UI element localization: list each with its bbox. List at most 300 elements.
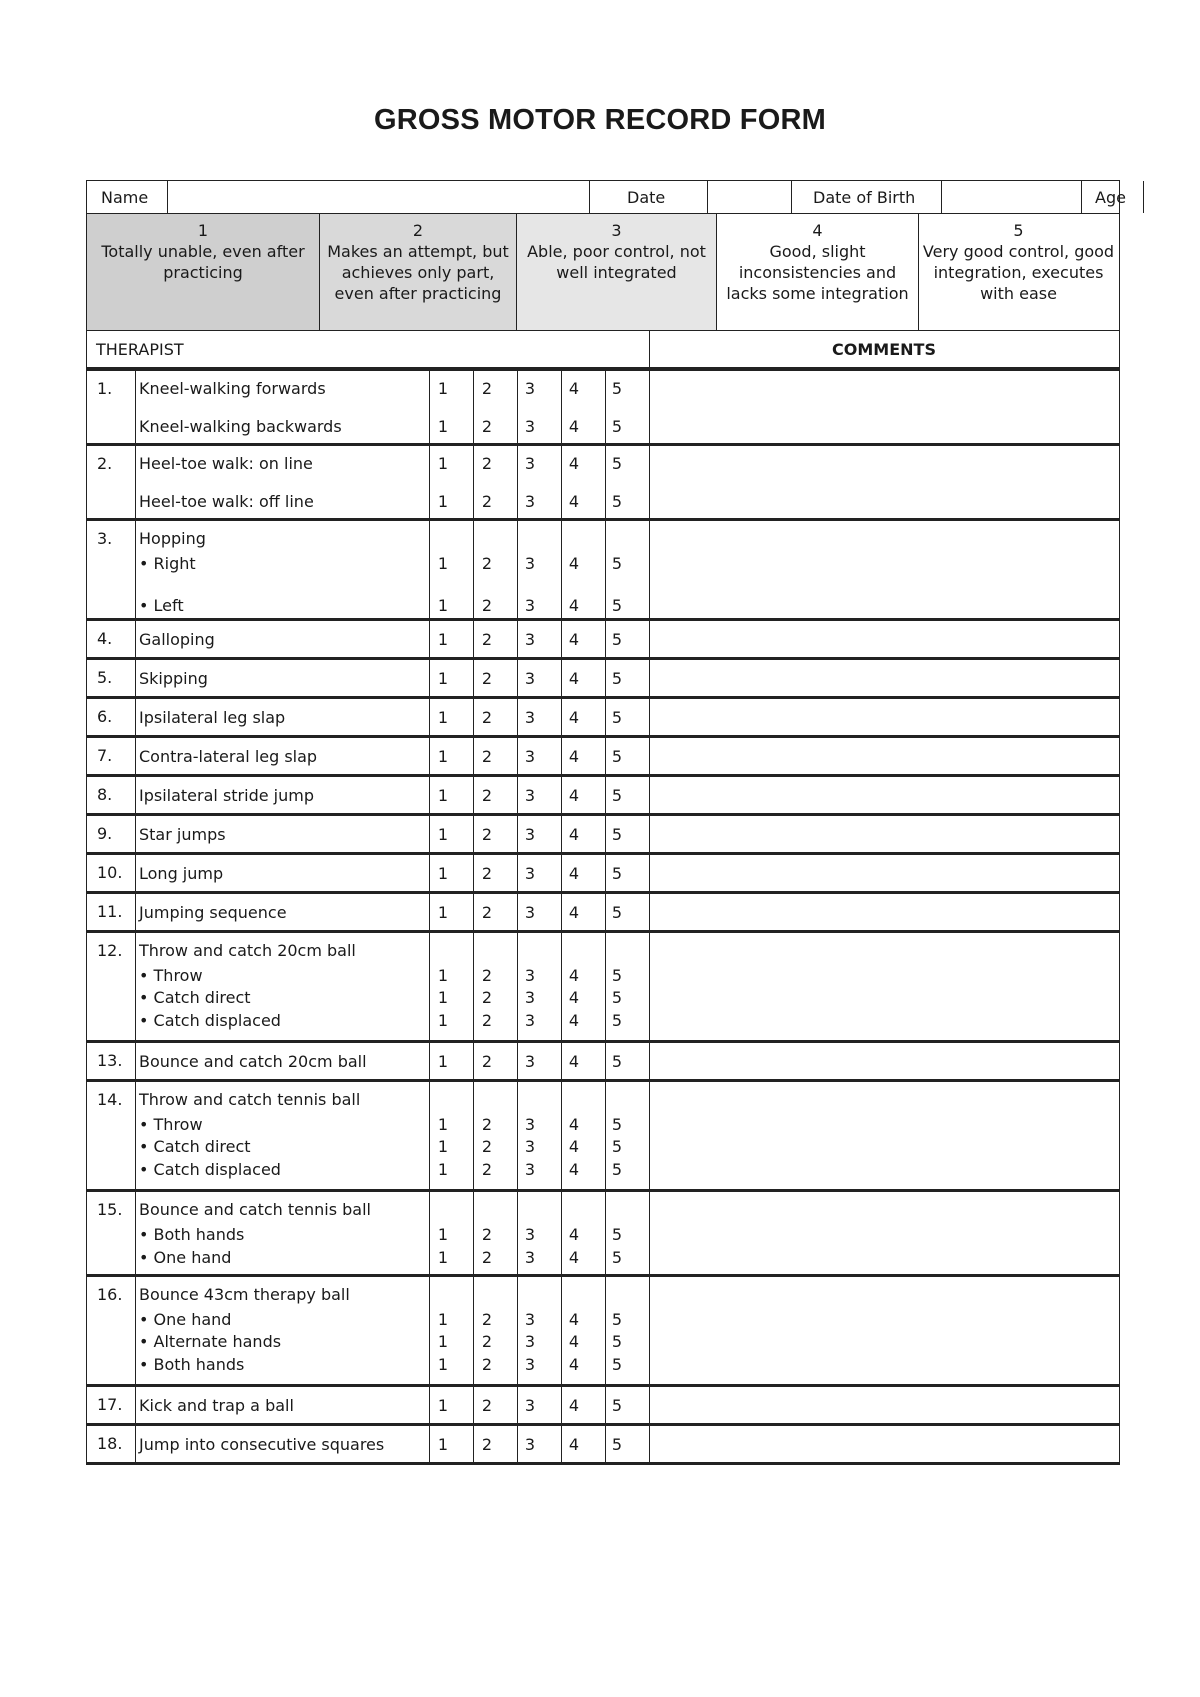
date-field[interactable] [713,185,789,211]
item-sub-label: • One hand [139,1248,232,1267]
item-number: 2. [97,454,113,473]
score-option-4[interactable]: 4 [568,708,580,727]
column-divider [429,1082,430,1189]
score-option-2[interactable]: 2 [481,1011,493,1030]
score-option-2[interactable]: 2 [481,1355,493,1374]
score-option-3[interactable]: 3 [524,596,536,615]
column-divider [473,1426,474,1462]
column-divider [517,621,518,657]
score-option-5[interactable]: 5 [611,864,623,883]
item-label: Throw and catch tennis ball [139,1090,361,1109]
column-divider [649,699,650,735]
score-option-4[interactable]: 4 [568,1435,580,1454]
column-divider [605,738,606,774]
score-option-1[interactable]: 1 [437,1310,449,1329]
divider [941,181,942,213]
score-option-2[interactable]: 2 [481,417,493,436]
score-option-2[interactable]: 2 [481,596,493,615]
comment-field[interactable] [653,374,1115,440]
score-option-5[interactable]: 5 [611,417,623,436]
score-option-3[interactable]: 3 [524,708,536,727]
score-option-1[interactable]: 1 [437,786,449,805]
divider [1081,181,1082,213]
score-option-5[interactable]: 5 [611,1160,623,1179]
column-divider [605,446,606,518]
score-option-3[interactable]: 3 [524,1435,536,1454]
score-option-1[interactable]: 1 [437,669,449,688]
scale-cell-4 [717,214,919,330]
item-label: Galloping [139,630,215,649]
score-option-3[interactable]: 3 [524,864,536,883]
score-option-2[interactable]: 2 [481,1248,493,1267]
column-divider [605,777,606,813]
score-option-1[interactable]: 1 [437,966,449,985]
column-divider [473,521,474,618]
score-option-2[interactable]: 2 [481,454,493,473]
comment-field[interactable] [653,624,1115,654]
name-field[interactable] [173,185,587,211]
column-divider [429,1387,430,1423]
score-option-5[interactable]: 5 [611,1052,623,1071]
score-option-3[interactable]: 3 [524,1115,536,1134]
column-divider [429,660,430,696]
score-option-3[interactable]: 3 [524,747,536,766]
item-row [86,371,1120,446]
scale-number: 3 [611,221,622,240]
score-option-1[interactable]: 1 [437,1248,449,1267]
score-option-2[interactable]: 2 [481,1115,493,1134]
comment-field[interactable] [653,936,1115,1037]
score-option-1[interactable]: 1 [437,554,449,573]
items-table [86,368,1120,1465]
scale-description: Able, poor control, not well integrated [527,242,706,282]
column-divider [517,1043,518,1079]
score-option-3[interactable]: 3 [524,966,536,985]
item-label: Ipsilateral leg slap [139,708,286,727]
item-sub-label: Kneel-walking backwards [139,417,342,436]
item-label: Bounce and catch 20cm ball [139,1052,367,1071]
item-sub-label: • Left [139,596,184,615]
score-option-5[interactable]: 5 [611,1396,623,1415]
score-option-4[interactable]: 4 [568,669,580,688]
item-row [86,521,1120,621]
column-divider [561,621,562,657]
score-option-3[interactable]: 3 [524,1248,536,1267]
item-number: 5. [97,668,113,687]
item-sub-label: • Alternate hands [139,1332,282,1351]
item-row [86,1277,1120,1387]
column-divider [561,894,562,930]
comment-field[interactable] [653,1046,1115,1076]
score-option-1[interactable]: 1 [437,903,449,922]
score-option-2[interactable]: 2 [481,988,493,1007]
item-row [86,894,1120,933]
column-divider [517,1426,518,1462]
score-option-3[interactable]: 3 [524,1137,536,1156]
column-divider [135,371,136,443]
score-option-1[interactable]: 1 [437,988,449,1007]
column-divider [473,446,474,518]
score-option-5[interactable]: 5 [611,1435,623,1454]
scale-cell-3 [517,214,717,330]
column-divider [561,816,562,852]
therapist-comments-bar [86,331,1120,368]
column-divider [429,446,430,518]
score-option-1[interactable]: 1 [437,1355,449,1374]
column-divider [605,1043,606,1079]
header-row [86,180,1126,214]
score-option-1[interactable]: 1 [437,596,449,615]
score-option-5[interactable]: 5 [611,708,623,727]
column-divider [561,1387,562,1423]
score-option-1[interactable]: 1 [437,1137,449,1156]
score-option-3[interactable]: 3 [524,1310,536,1329]
score-option-5[interactable]: 5 [611,966,623,985]
score-option-1[interactable]: 1 [437,1435,449,1454]
comment-field[interactable] [653,819,1115,849]
column-divider [561,933,562,1040]
scale-cell-5 [919,214,1118,330]
score-option-4[interactable]: 4 [568,1332,580,1351]
score-option-3[interactable]: 3 [524,669,536,688]
column-divider [517,777,518,813]
score-option-5[interactable]: 5 [611,596,623,615]
item-number: 1. [97,379,113,398]
item-sub-label: • Catch direct [139,1137,251,1156]
form-title: GROSS MOTOR RECORD FORM [374,104,826,136]
comment-field[interactable] [653,663,1115,693]
item-number: 6. [97,707,113,726]
item-row [86,1192,1120,1277]
score-option-3[interactable]: 3 [524,1160,536,1179]
item-sub-label: • Throw [139,966,203,985]
column-divider [429,699,430,735]
column-divider [605,1426,606,1462]
column-divider [561,521,562,618]
column-divider [135,1082,136,1189]
score-option-5[interactable]: 5 [611,747,623,766]
scale-description: Totally unable, even after practicing [101,242,305,282]
column-divider [473,1043,474,1079]
score-option-1[interactable]: 1 [437,1396,449,1415]
score-option-5[interactable]: 5 [611,1225,623,1244]
score-option-1[interactable]: 1 [437,1160,449,1179]
score-option-3[interactable]: 3 [524,454,536,473]
score-option-2[interactable]: 2 [481,1310,493,1329]
score-option-2[interactable]: 2 [481,492,493,511]
score-option-4[interactable]: 4 [568,903,580,922]
column-divider [649,933,650,1040]
score-option-5[interactable]: 5 [611,825,623,844]
scale-description: Very good control, good integration, executes with ease [922,242,1115,303]
score-option-1[interactable]: 1 [437,630,449,649]
score-option-3[interactable]: 3 [524,1355,536,1374]
column-divider [517,699,518,735]
score-option-5[interactable]: 5 [611,554,623,573]
item-sub-label: • Right [139,554,196,573]
score-option-4[interactable]: 4 [568,1396,580,1415]
item-label: Kneel-walking forwards [139,379,326,398]
scale-number: 5 [1013,221,1024,240]
column-divider [517,1082,518,1189]
column-divider [135,855,136,891]
item-number: 7. [97,746,113,765]
scale-number: 2 [412,221,424,240]
comment-field[interactable] [653,524,1115,615]
score-option-3[interactable]: 3 [524,1332,536,1351]
column-divider [135,446,136,518]
score-option-3[interactable]: 3 [524,1225,536,1244]
column-divider [473,1277,474,1384]
score-option-1[interactable]: 1 [437,864,449,883]
score-option-5[interactable]: 5 [611,1137,623,1156]
item-label: Bounce and catch tennis ball [139,1200,371,1219]
score-option-5[interactable]: 5 [611,903,623,922]
item-number: 14. [97,1090,123,1109]
score-option-5[interactable]: 5 [611,669,623,688]
comment-field[interactable] [653,780,1115,810]
item-number: 10. [97,863,123,882]
score-option-5[interactable]: 5 [611,786,623,805]
score-option-2[interactable]: 2 [481,825,493,844]
column-divider [649,1426,650,1462]
score-option-2[interactable]: 2 [481,379,493,398]
column-divider [473,738,474,774]
score-option-3[interactable]: 3 [524,903,536,922]
item-number: 15. [97,1200,123,1219]
scale-description: Good, slight inconsistencies and lacks some integration [726,242,909,303]
column-divider [649,855,650,891]
column-divider [605,1387,606,1423]
score-option-3[interactable]: 3 [524,1011,536,1030]
score-option-1[interactable]: 1 [437,1115,449,1134]
item-label: Star jumps [139,825,226,844]
column-divider [429,894,430,930]
column-divider [135,816,136,852]
score-option-4[interactable]: 4 [568,786,580,805]
column-divider [517,855,518,891]
comment-field[interactable] [653,1390,1115,1420]
score-option-5[interactable]: 5 [611,988,623,1007]
item-sub-label: • One hand [139,1310,232,1329]
item-row [86,446,1120,521]
score-option-4[interactable]: 4 [568,1137,580,1156]
score-option-5[interactable]: 5 [611,1355,623,1374]
score-option-4[interactable]: 4 [568,596,580,615]
column-divider [135,660,136,696]
score-option-1[interactable]: 1 [437,708,449,727]
score-option-4[interactable]: 4 [568,1011,580,1030]
score-option-4[interactable]: 4 [568,747,580,766]
score-option-3[interactable]: 3 [524,630,536,649]
date-label: Date [627,188,666,207]
score-option-5[interactable]: 5 [611,1011,623,1030]
score-option-3[interactable]: 3 [524,786,536,805]
score-option-2[interactable]: 2 [481,554,493,573]
score-option-3[interactable]: 3 [524,1052,536,1071]
column-divider [429,621,430,657]
score-option-3[interactable]: 3 [524,492,536,511]
score-option-4[interactable]: 4 [568,1115,580,1134]
column-divider [605,1277,606,1384]
score-option-2[interactable]: 2 [481,1052,493,1071]
score-option-2[interactable]: 2 [481,1225,493,1244]
score-option-1[interactable]: 1 [437,417,449,436]
score-option-3[interactable]: 3 [524,1396,536,1415]
score-option-4[interactable]: 4 [568,966,580,985]
score-option-4[interactable]: 4 [568,1052,580,1071]
item-number: 9. [97,824,113,843]
column-divider [429,933,430,1040]
score-option-3[interactable]: 3 [524,417,536,436]
score-option-4[interactable]: 4 [568,864,580,883]
score-option-2[interactable]: 2 [481,966,493,985]
column-divider [473,621,474,657]
column-divider [561,699,562,735]
column-divider [429,816,430,852]
score-option-1[interactable]: 1 [437,1332,449,1351]
score-option-4[interactable]: 4 [568,417,580,436]
item-label: Throw and catch 20cm ball [139,941,356,960]
score-option-2[interactable]: 2 [481,864,493,883]
score-option-1[interactable]: 1 [437,379,449,398]
column-divider [135,933,136,1040]
score-option-5[interactable]: 5 [611,1248,623,1267]
score-option-4[interactable]: 4 [568,1160,580,1179]
score-option-5[interactable]: 5 [611,492,623,511]
column-divider [135,777,136,813]
score-option-4[interactable]: 4 [568,492,580,511]
item-sub-label: • Throw [139,1115,203,1134]
column-divider [605,521,606,618]
comment-field[interactable] [653,1280,1115,1381]
score-option-4[interactable]: 4 [568,1225,580,1244]
column-divider [517,1277,518,1384]
item-label: Jumping sequence [139,903,287,922]
score-option-1[interactable]: 1 [437,1225,449,1244]
column-divider [561,371,562,443]
column-divider [649,1277,650,1384]
score-option-5[interactable]: 5 [611,454,623,473]
column-divider [605,855,606,891]
score-option-4[interactable]: 4 [568,379,580,398]
column-divider [429,371,430,443]
column-divider [561,855,562,891]
score-option-4[interactable]: 4 [568,454,580,473]
score-option-3[interactable]: 3 [524,825,536,844]
column-divider [473,894,474,930]
score-option-3[interactable]: 3 [524,379,536,398]
age-field[interactable] [1149,185,1200,211]
score-option-4[interactable]: 4 [568,825,580,844]
score-option-2[interactable]: 2 [481,708,493,727]
divider [167,181,168,213]
score-option-2[interactable]: 2 [481,786,493,805]
score-option-5[interactable]: 5 [611,1115,623,1134]
score-option-2[interactable]: 2 [481,903,493,922]
item-row [86,933,1120,1043]
scale-number: 1 [197,221,209,240]
column-divider [135,1192,136,1274]
name-label: Name [101,188,149,207]
column-divider [649,777,650,813]
score-option-2[interactable]: 2 [481,630,493,649]
column-divider [429,777,430,813]
score-option-3[interactable]: 3 [524,554,536,573]
column-divider [517,894,518,930]
item-row [86,1426,1120,1465]
column-divider [429,1277,430,1384]
score-option-1[interactable]: 1 [437,825,449,844]
score-option-4[interactable]: 4 [568,988,580,1007]
column-divider [649,1387,650,1423]
comment-field[interactable] [653,897,1115,927]
item-label: Contra-lateral leg slap [139,747,318,766]
comment-field[interactable] [653,702,1115,732]
score-option-2[interactable]: 2 [481,1396,493,1415]
item-row [86,816,1120,855]
score-option-4[interactable]: 4 [568,1248,580,1267]
score-option-4[interactable]: 4 [568,1355,580,1374]
score-option-1[interactable]: 1 [437,454,449,473]
score-option-5[interactable]: 5 [611,1310,623,1329]
item-row [86,777,1120,816]
column-divider [561,777,562,813]
rating-scale [86,213,1120,331]
comment-field[interactable] [653,449,1115,515]
score-option-4[interactable]: 4 [568,554,580,573]
dob-label: Date of Birth [813,188,916,207]
score-option-2[interactable]: 2 [481,1332,493,1351]
score-option-4[interactable]: 4 [568,1310,580,1329]
column-divider [561,660,562,696]
column-divider [649,621,650,657]
score-option-2[interactable]: 2 [481,1435,493,1454]
column-divider [517,816,518,852]
score-option-1[interactable]: 1 [437,747,449,766]
comment-field[interactable] [653,1195,1115,1271]
score-option-5[interactable]: 5 [611,1332,623,1351]
score-option-1[interactable]: 1 [437,1011,449,1030]
score-option-1[interactable]: 1 [437,1052,449,1071]
comment-field[interactable] [653,1429,1115,1459]
comment-field[interactable] [653,741,1115,771]
score-option-2[interactable]: 2 [481,747,493,766]
score-option-2[interactable]: 2 [481,669,493,688]
score-option-1[interactable]: 1 [437,492,449,511]
item-sub-label: • Both hands [139,1355,245,1374]
score-option-3[interactable]: 3 [524,988,536,1007]
column-divider [429,1043,430,1079]
score-option-4[interactable]: 4 [568,630,580,649]
comment-field[interactable] [653,858,1115,888]
item-label: Long jump [139,864,224,883]
item-number: 3. [97,529,113,548]
score-option-5[interactable]: 5 [611,379,623,398]
item-number: 18. [97,1434,123,1453]
item-label: Kick and trap a ball [139,1396,294,1415]
score-option-2[interactable]: 2 [481,1137,493,1156]
comment-field[interactable] [653,1085,1115,1186]
column-divider [605,816,606,852]
item-sub-label: Heel-toe walk: off line [139,492,314,511]
dob-field[interactable] [947,185,1079,211]
score-option-2[interactable]: 2 [481,1160,493,1179]
item-number: 17. [97,1395,123,1414]
column-divider [429,855,430,891]
column-divider [429,1192,430,1274]
score-option-5[interactable]: 5 [611,630,623,649]
